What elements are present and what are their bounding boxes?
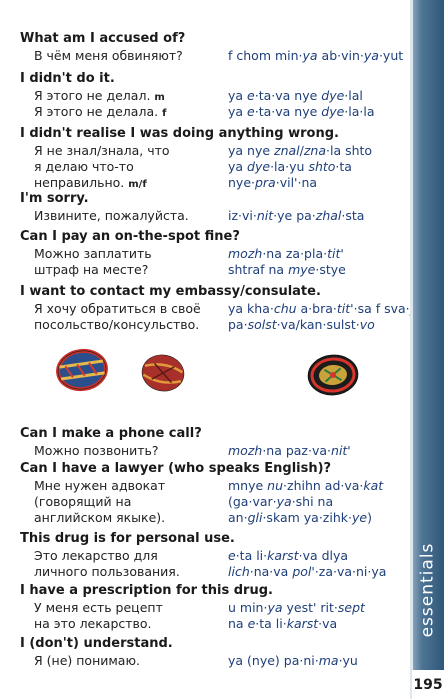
russian-text: я делаю что-то	[34, 159, 134, 174]
russian-text: неправильно.	[34, 175, 129, 190]
russian-text: Я этого не делала.	[34, 104, 163, 119]
russian-text: Извините, пожалуйста.	[34, 208, 189, 223]
russian-text: посольство/консульство.	[34, 317, 200, 332]
phrase-pronunciation: mozh·na za·pla·tit'	[228, 246, 344, 261]
russian-text: Мне нужен адвокат	[34, 478, 166, 493]
easter-eggs-illustration	[0, 330, 410, 410]
russian-text: В чём меня обвиняют?	[34, 48, 183, 63]
phrase-english: I didn't realise I was doing anything wrong.	[20, 126, 339, 141]
phrase-russian	[34, 548, 158, 564]
phrase-russian	[34, 48, 183, 64]
phrase-english: I didn't do it.	[20, 71, 115, 86]
russian-text: штраф на месте?	[34, 262, 149, 277]
phrase-russian	[34, 494, 131, 510]
gender-marker: f	[162, 108, 167, 119]
russian-text: У меня есть рецепт	[34, 600, 163, 615]
russian-text: Я хочу обратиться в своё	[34, 301, 201, 316]
phrase-russian	[34, 443, 159, 459]
phrase-pronunciation: ya dye·la·yu shto·ta	[228, 159, 352, 174]
phrase-russian	[34, 159, 134, 175]
section-tab-label: essentials	[417, 542, 438, 638]
phrase-russian	[34, 478, 165, 494]
section-tab	[410, 540, 444, 640]
painted-egg-icon	[306, 353, 359, 397]
russian-text: английском якыке).	[34, 510, 166, 525]
phrase-english: Can I make a phone call?	[20, 426, 202, 441]
phrase-pronunciation: nye·pra·vil'·na	[228, 175, 318, 190]
phrase-english: I want to contact my embassy/consulate.	[20, 284, 321, 299]
russian-text: личного пользования.	[34, 564, 180, 579]
phrase-russian	[34, 246, 152, 262]
phrase-pronunciation: ya e·ta·va nye dye·la·la	[228, 104, 375, 119]
phrase-pronunciation: mozh·na paz·va·nit'	[228, 443, 351, 458]
russian-text: Я этого не делал.	[34, 88, 155, 103]
phrase-pronunciation: shtraf na mye·stye	[228, 262, 346, 277]
page-number: 195	[412, 670, 444, 699]
phrase-russian	[34, 208, 189, 224]
phrase-russian	[34, 510, 165, 526]
phrase-russian	[34, 262, 148, 278]
phrase-pronunciation: f chom min·ya ab·vin·ya·yut	[228, 48, 404, 63]
phrase-pronunciation: pa·solst·va/kan·sulst·vo	[228, 317, 375, 332]
phrase-pronunciation: u min·ya yest' rit·sept	[228, 600, 365, 615]
phrase-pronunciation: an·gli·skam ya·zihk·ye)	[228, 510, 372, 525]
phrase-russian	[34, 600, 163, 616]
phrase-pronunciation: ya e·ta·va nye dye·lal	[228, 88, 363, 103]
phrase-russian	[34, 564, 180, 580]
phrase-russian	[34, 104, 166, 122]
phrase-russian	[34, 616, 152, 632]
phrase-russian	[34, 143, 170, 159]
phrase-english: This drug is for personal use.	[20, 531, 235, 546]
painted-egg-icon	[139, 352, 187, 395]
phrase-english: Can I have a lawyer (who speaks English)?	[20, 461, 332, 476]
russian-text: Я (не) понимаю.	[34, 653, 140, 668]
phrase-english: I have a prescription for this drug.	[20, 583, 273, 598]
phrase-russian	[34, 301, 201, 317]
phrase-english: I (don't) understand.	[20, 636, 173, 651]
phrase-english: I'm sorry.	[20, 191, 89, 206]
phrase-pronunciation: lich·na·va pol'·za·va·ni·ya	[228, 564, 387, 579]
phrase-pronunciation: iz·vi·nit·ye pa·zhal·sta	[228, 208, 365, 223]
phrase-english: Can I pay an on-the-spot fine?	[20, 229, 240, 244]
phrase-pronunciation: mnye nu·zhihn ad·va·kat	[228, 478, 384, 493]
russian-text: (говорящий на	[34, 494, 132, 509]
phrase-pronunciation: e·ta li·karst·va dlya	[228, 548, 349, 563]
phrase-russian	[34, 653, 140, 669]
phrase-english: What am I accused of?	[20, 31, 186, 46]
russian-text: Можно позвонить?	[34, 443, 159, 458]
painted-egg-icon	[56, 348, 109, 392]
russian-text: Можно заплатить	[34, 246, 152, 261]
phrase-pronunciation: (ga·var·ya·shi na	[228, 494, 334, 509]
phrase-pronunciation: ya kha·chu a·bra·tit'·sa f sva·	[228, 301, 410, 316]
russian-text: на это лекарство.	[34, 616, 152, 631]
phrase-pronunciation: ya nye znal/zna·la shto	[228, 143, 373, 158]
russian-text: Я не знал/знала, что	[34, 143, 170, 158]
russian-text: Это лекарство для	[34, 548, 158, 563]
phrase-pronunciation: ya (nye) pa·ni·ma·yu	[228, 653, 358, 668]
gender-marker: m	[154, 92, 165, 103]
gender-marker: m/f	[128, 179, 147, 190]
phrase-pronunciation: na e·ta li·karst·va	[228, 616, 338, 631]
